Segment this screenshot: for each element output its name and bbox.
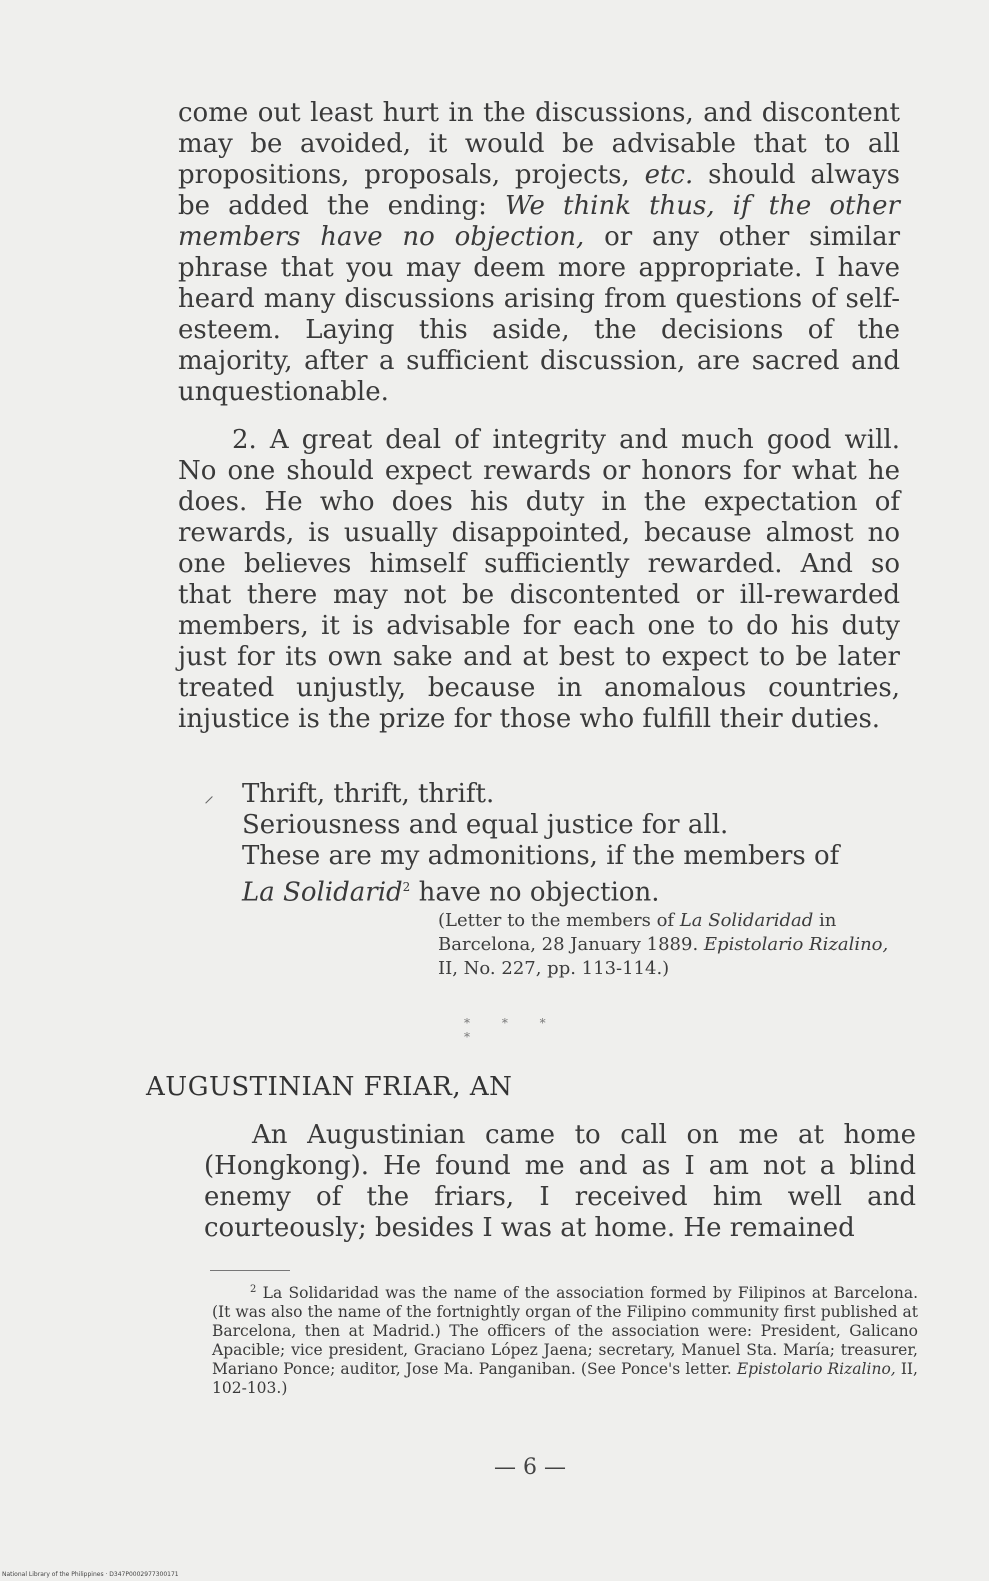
footnote-ref: 2 xyxy=(402,880,411,894)
citation xyxy=(438,909,908,981)
footnote xyxy=(212,1280,918,1398)
footnote-text-2: II, 102-103.) xyxy=(212,1360,918,1398)
page-number: — 6 — xyxy=(494,1455,566,1480)
footnote-italic: Epistolario Rizalino, xyxy=(736,1360,896,1379)
admonitions-block xyxy=(242,779,902,909)
citation-text-3: II, No. 227, pp. 113-114.) xyxy=(438,958,670,979)
section-separator: * * * * xyxy=(464,1016,560,1044)
paragraph-1-text: come out least hurt in the discussions, and discontent may be avoided, it would be advisable that to all propositions, proposals, projects, xyxy=(178,98,900,190)
archive-watermark: National Library of the Philippines · D347P0002977300171 xyxy=(2,1571,179,1578)
paragraph-1 xyxy=(178,98,900,408)
admonition-line-4-rest: have no objection. xyxy=(410,877,660,908)
admonition-line-4 xyxy=(242,872,902,909)
footnote-number: 2 xyxy=(250,1284,257,1295)
footnote-text-1: La Solidaridad was the name of the association formed by Filipinos at Barcelona. (It was also the name of the fortnightly organ of the Filipino community first published at Barcelona, then at Madrid.) The officers of the association were: President, Galicano Apacible; vice president, Graciano López Jaena; secretary, Manuel Sta. María; treasurer, Mariano Ponce; auditor, Jose Ma. Panganiban. (See Ponce's letter. xyxy=(212,1284,918,1379)
admonition-line-1: Thrift, thrift, thrift. xyxy=(242,779,495,809)
paragraph-3: An Augustinian came to call on me at home (Hongkong). He found me and as I am not a blind enemy of the friars, I received him well and courteously; besides I was at home. He remained xyxy=(204,1120,916,1243)
admonition-italic: La Solidarid xyxy=(242,877,403,908)
admonition-line-3: These are my admonitions, if the members of xyxy=(242,841,840,871)
paragraph-2: 2. A great deal of integrity and much good will. No one should expect rewards or honors for what he does. He who does his duty in the expectation of rewards, is usually disappointed, because almost no one believes himself sufficiently rewarded. And so that there may not be discontented or ill-rewarded members, it is advisable for each one to do his duty just for its own sake and at best to expect to be later treated unjustly, because in anomalous countries, injustice is the prize for those who fulfill their duties. xyxy=(178,425,900,734)
footnote-divider xyxy=(210,1270,290,1271)
admonition-line-2: Seriousness and equal justice for all. xyxy=(242,810,729,840)
margin-mark: ⸝ xyxy=(204,783,214,807)
paragraph-1-etc: etc. xyxy=(644,160,694,190)
citation-italic-2: Epistolario Rizalino, xyxy=(703,934,889,955)
section-heading: AUGUSTINIAN FRIAR, AN xyxy=(146,1072,513,1102)
paragraph-1-text-3: or any other similar phrase that you may deem more appropriate. I have heard many discussions arising from questions of self-esteem. Laying this aside, the decisions of the majority, after a sufficient discussion, are sacred and unquestionable. xyxy=(178,222,900,407)
paragraph-1-italic-phrase: We think thus, if the other members have no objection, xyxy=(178,191,900,252)
paragraph-1-text-2: should always be added the ending: xyxy=(178,160,900,221)
citation-italic-1: La Solidaridad xyxy=(679,910,814,931)
citation-text-1: (Letter to the members of xyxy=(438,910,680,931)
citation-text-2: in Barcelona, 28 January 1889. xyxy=(438,910,837,955)
